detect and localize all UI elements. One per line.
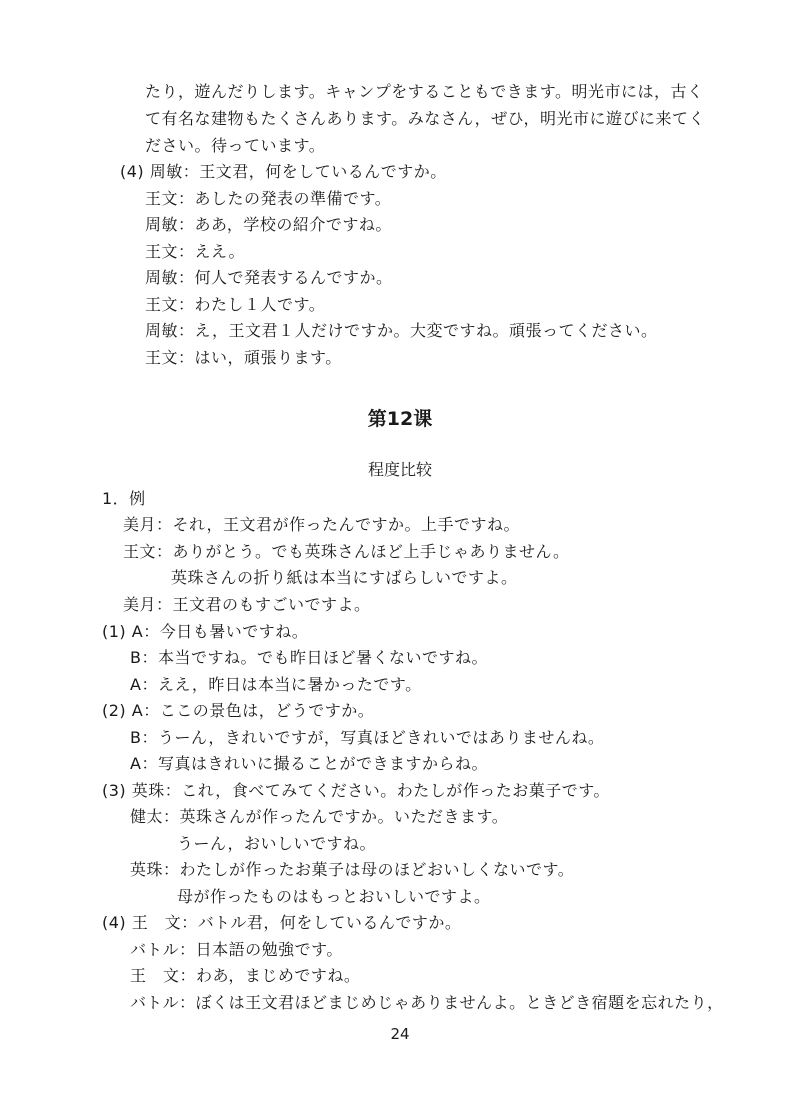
lesson-title: 第12课 <box>367 408 433 430</box>
dialogue-line: (1) A：今日も暑いですね。 <box>102 622 309 641</box>
dialogue-line: B：本当ですね。でも昨日ほど暑くないですね。 <box>130 648 488 667</box>
dialogue-line: 王文：あしたの発表の準備です。 <box>145 189 392 208</box>
paragraph-line: て有名な建物もたくさんあります。みなさん，ぜひ，明光市に遊びに来てく <box>145 109 706 128</box>
dialogue-line: 王文：ええ。 <box>145 242 245 261</box>
dialogue-line: 美月：それ，王文君が作ったんですか。上手ですね。 <box>123 515 520 534</box>
exercise-heading: 1．例 <box>102 489 146 508</box>
dialogue-line: A：ええ，昨日は本当に暑かったです。 <box>130 675 422 694</box>
paragraph-line: ださい。待っています。 <box>145 136 326 155</box>
dialogue-line: バトル：日本語の勉強です。 <box>130 940 343 959</box>
dialogue-line: (4) 王 文：バトル君，何をしているんですか。 <box>102 913 462 932</box>
dialogue-line: 王 文：わあ，まじめですね。 <box>130 966 361 985</box>
dialogue-line: 周敏：何人で発表するんですか。 <box>145 268 393 287</box>
dialogue-line: 王文：わたし１人です。 <box>145 295 326 314</box>
dialogue-line: うーん，おいしいですね。 <box>177 834 376 853</box>
dialogue-line: 母が作ったものはもっとおいしいですよ。 <box>177 887 491 906</box>
dialogue-line: (4) 周敏：王文君，何をしているんですか。 <box>120 162 447 181</box>
dialogue-line: (2) A：ここの景色は，どうですか。 <box>102 701 375 720</box>
dialogue-line: 健太：英珠さんが作ったんですか。いただきます。 <box>130 807 509 826</box>
dialogue-line: (3) 英珠：これ，食べてみてください。わたしが作ったお菓子です。 <box>102 781 610 800</box>
dialogue-line: 英珠さんの折り紙は本当にすばらしいですよ。 <box>171 568 518 587</box>
dialogue-line: 周敏：え，王文君１人だけですか。大変ですね。頑張ってください。 <box>145 321 658 340</box>
dialogue-line: 王文：はい，頑張ります。 <box>145 348 342 367</box>
page-number: 24 <box>390 1025 410 1043</box>
dialogue-line: バトル：ぼくは王文君ほどまじめじゃありませんよ。ときどき宿題を忘れたり， <box>130 993 724 1012</box>
dialogue-line: 英珠：わたしが作ったお菓子は母のほどおいしくないです。 <box>130 860 575 879</box>
dialogue-line: A：写真はきれいに撮ることができますからね。 <box>130 754 488 773</box>
dialogue-line: B：うーん，きれいですが，写真ほどきれいではありませんね。 <box>130 728 605 747</box>
paragraph-line: たり，遊んだりします。キャンプをすることもできます。明光市には，古く <box>145 82 704 101</box>
dialogue-line: 美月：王文君のもすごいですよ。 <box>123 595 371 614</box>
dialogue-line: 周敏：ああ，学校の紹介ですね。 <box>145 215 392 234</box>
dialogue-line: 王文：ありがとう。でも英珠さんほど上手じゃありません。 <box>123 542 570 561</box>
section-subtitle: 程度比较 <box>367 460 432 479</box>
